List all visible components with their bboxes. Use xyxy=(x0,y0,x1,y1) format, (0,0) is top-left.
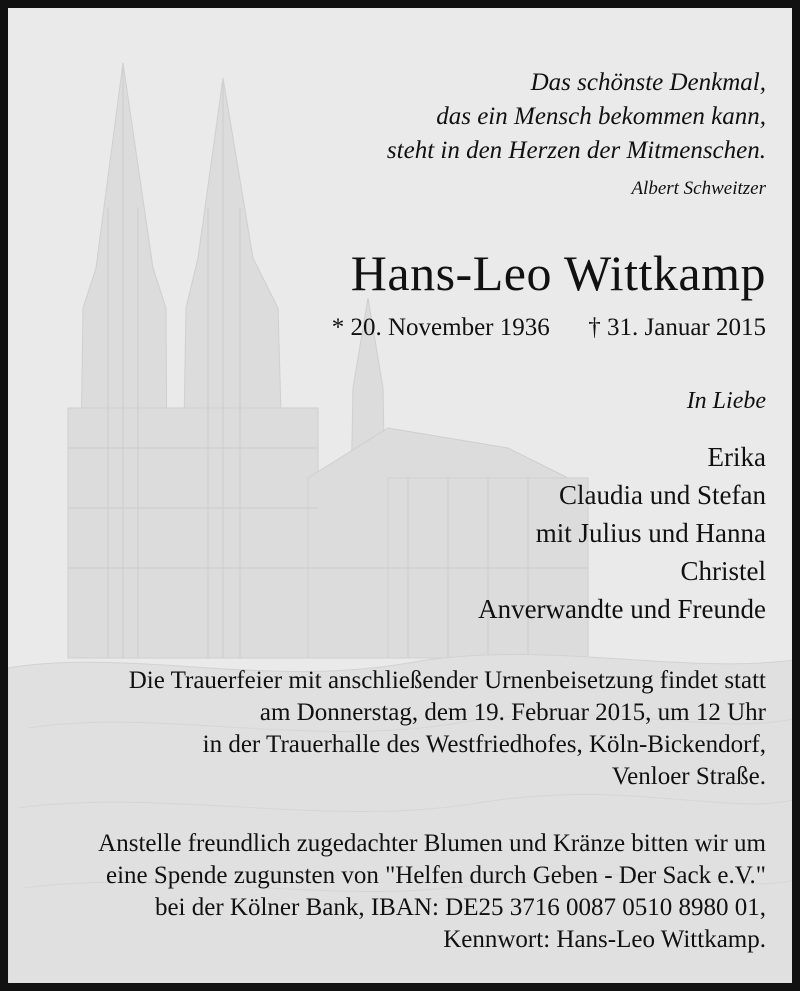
donation-line-4: Kennwort: Hans-Leo Wittkamp. xyxy=(443,926,766,953)
ceremony-line-1: Die Trauerfeier mit anschließender Urnenbeisetzung findet statt xyxy=(128,667,766,694)
ceremony-line-2: am Donnerstag, dem 19. Februar 2015, um 12 Uhr xyxy=(259,699,766,726)
obituary-content xyxy=(8,8,800,991)
death-date: † 31. Januar 2015 xyxy=(588,314,766,341)
mourner-2: Claudia und Stefan xyxy=(559,480,766,510)
quote-line-1: Das schönste Denkmal, xyxy=(530,69,766,96)
donation-line-2: eine Spende zugunsten von "Helfen durch Geben - Der Sack e.V." xyxy=(105,862,766,889)
donation-line-1: Anstelle freundlich zugedachter Blumen und Kränze bitten wir um xyxy=(98,830,766,857)
ceremony-line-3: in der Trauerhalle des Westfriedhofes, Köln-Bickendorf, xyxy=(202,731,766,758)
deceased-name: Hans-Leo Wittkamp xyxy=(350,245,766,301)
life-dates xyxy=(332,314,766,342)
quote-line-2: das ein Mensch bekommen kann, xyxy=(436,103,766,130)
quote-line-3: steht in den Herzen der Mitmenschen. xyxy=(386,137,766,164)
donation-line-3: bei der Kölner Bank, IBAN: DE25 3716 0087 0510 8980 01, xyxy=(154,894,766,921)
ceremony-line-4: Venloer Straße. xyxy=(611,763,766,790)
mourner-4: Christel xyxy=(680,556,766,586)
in-love-label: In Liebe xyxy=(686,388,766,414)
mourner-1: Erika xyxy=(707,442,766,472)
birth-date: * 20. November 1936 xyxy=(331,314,550,341)
mourner-5: Anverwandte und Freunde xyxy=(478,594,766,624)
quote-author: Albert Schweitzer xyxy=(631,178,766,199)
mourner-3: mit Julius und Hanna xyxy=(535,518,766,548)
